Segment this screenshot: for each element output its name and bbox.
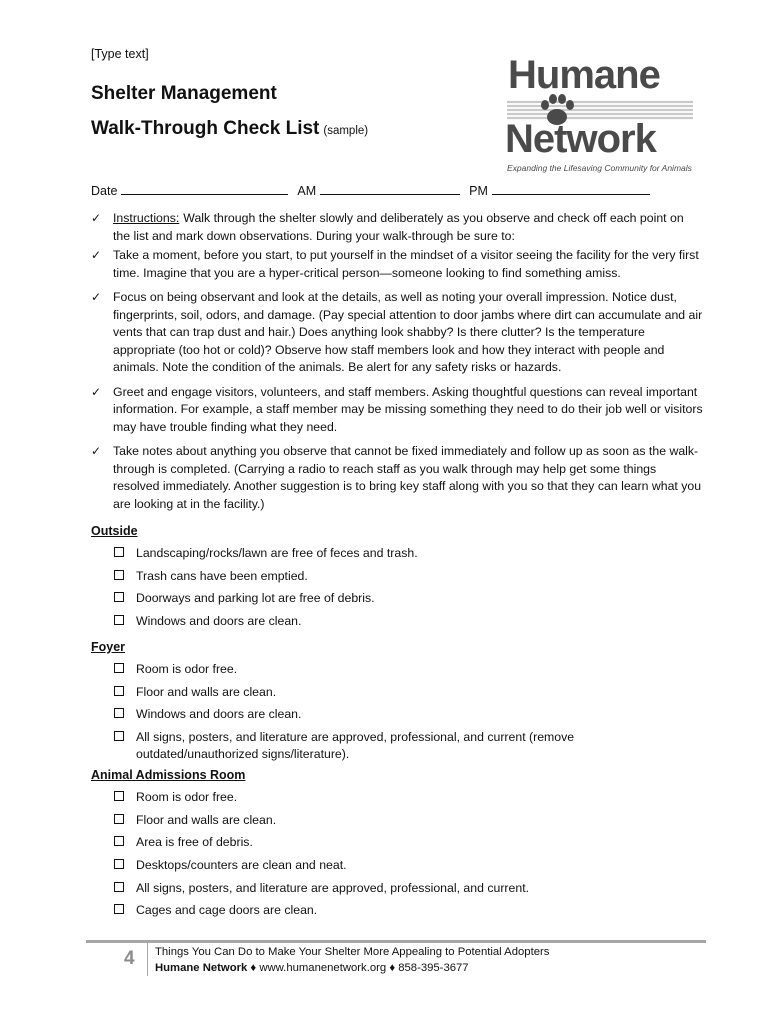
page-title: Shelter Management (91, 83, 277, 104)
instruction-item (91, 210, 703, 245)
checklist-item (114, 812, 674, 829)
footer-org-name: Humane Network (155, 962, 248, 974)
checklist-item (114, 661, 674, 678)
instruction-item (91, 289, 703, 377)
checkbox[interactable] (114, 708, 124, 718)
footer-separator: ♦ (389, 962, 396, 974)
logo-stripes (507, 102, 693, 118)
instruction-item (91, 443, 703, 513)
checklist-item-text: Area is free of debris. (136, 835, 253, 850)
date-field[interactable] (121, 182, 288, 195)
footer-website-link[interactable]: www.humanenetwork.org (259, 962, 387, 974)
checklist-item (114, 902, 674, 919)
checklist-item-text: Windows and doors are clean. (136, 707, 302, 722)
checklist-item-text: Doorways and parking lot are free of debris. (136, 591, 375, 606)
checklist-item-text: Cages and cage doors are clean. (136, 903, 318, 918)
checkbox[interactable] (114, 904, 124, 914)
checklist-item (114, 789, 674, 806)
date-label: Date (91, 184, 118, 198)
checklist-item-text: Trash cans have been emptied. (136, 568, 308, 583)
am-label: AM (297, 184, 317, 198)
checkbox[interactable] (114, 836, 124, 846)
logo-tagline: Expanding the Lifesaving Community for Animals (507, 163, 692, 173)
footer-separator: ♦ (250, 962, 257, 974)
checklist-item (114, 834, 674, 851)
instruction-text: Take a moment, before you start, to put yourself in the mindset of a visitor seeing the facility for the very first time. Imagine that you are a hyper-critical person—someone looking to find something amiss. (113, 248, 699, 280)
checkbox[interactable] (114, 686, 124, 696)
checkbox[interactable] (114, 882, 124, 892)
checkbox[interactable] (114, 547, 124, 557)
instruction-text: Take notes about anything you observe that cannot be fixed immediately and follow up as soon as the walk-through is completed. (Carrying a radio to reach staff as you walk through may help get some things resolved immediately. Another suggestion is to bring key staff along with you so that they can learn what you are looking at in the facility.) (113, 444, 702, 511)
instruction-item (91, 247, 703, 282)
checklist-item-text: All signs, posters, and literature are approved, professional, and current. (136, 880, 530, 895)
humane-network-logo (505, 55, 695, 177)
instructions-list (91, 210, 703, 520)
footer-divider (86, 940, 706, 943)
checkmark-icon: ✓ (91, 290, 102, 304)
checklist-item (114, 880, 674, 897)
page-number: 4 (124, 948, 135, 969)
animal-admissions-checklist (114, 789, 674, 925)
logo-word-network: Network (505, 117, 656, 161)
outside-checklist (114, 545, 674, 636)
checklist-item (114, 706, 674, 723)
instructions-lead: Instructions: (113, 211, 180, 225)
logo-word-humane: Humane (508, 53, 660, 97)
checkbox[interactable] (114, 663, 124, 673)
checkmark-icon: ✓ (91, 384, 102, 399)
checkbox[interactable] (114, 615, 124, 625)
am-field[interactable] (320, 182, 460, 195)
checkbox[interactable] (114, 570, 124, 580)
checklist-item-text: Windows and doors are clean. (136, 614, 302, 629)
subtitle-text: Walk-Through Check List (91, 118, 320, 139)
checklist-item (114, 729, 674, 763)
checklist-item-text: Room is odor free. (136, 662, 238, 676)
section-heading-animal-admissions: Animal Admissions Room (91, 768, 246, 782)
foyer-checklist (114, 661, 674, 769)
header-placeholder: [Type text] (91, 47, 149, 61)
pm-field[interactable] (492, 182, 650, 195)
instruction-text: Walk through the shelter slowly and deliberately as you observe and check off each point on the list and mark down observations. During your walk-through be sure to: (113, 211, 684, 243)
checklist-item-text: Desktops/counters are clean and neat. (136, 858, 347, 873)
sample-label: (sample) (323, 125, 369, 137)
instruction-text: Greet and engage visitors, volunteers, and staff members. Asking thoughtful questions can reveal important information. For example, a staff member may be missing something they need to do their job well or visitors may have trouble finding what they need. (113, 384, 703, 434)
checklist-item (114, 857, 674, 874)
checklist-item (114, 613, 674, 630)
checklist-item-text: Floor and walls are clean. (136, 684, 277, 699)
checklist-item (114, 590, 674, 607)
date-line (91, 182, 659, 198)
pm-label: PM (469, 184, 488, 198)
checkmark-icon: ✓ (91, 444, 102, 458)
instruction-text: Focus on being observant and look at the details, as well as noting your overall impression. Notice dust, fingerprints, soil, odors, and damage. (Pay special attention to door jambs where dirt can accumulate and air vents that can trap dust and hair.) Does anything look shabby? Is there clutter? Is the temperature appropriate (too hot or cold)? Observe how staff members look and how they interact with people and animals. Note the condition of the animals. Be alert for any safety risks or hazards. (113, 290, 703, 374)
checkbox[interactable] (114, 592, 124, 602)
footer-vertical-divider (147, 942, 148, 976)
instruction-item (91, 384, 703, 437)
checkmark-icon: ✓ (91, 248, 102, 262)
checklist-item-text: Landscaping/rocks/lawn are free of feces and trash. (136, 546, 418, 560)
checkbox[interactable] (114, 859, 124, 869)
checklist-item-text: Room is odor free. (136, 790, 238, 804)
page-subtitle (91, 118, 368, 140)
checklist-item (114, 684, 674, 701)
footer-contact (155, 962, 469, 974)
checklist-item-text: All signs, posters, and literature are approved, professional, and current (remove outdated/unauthorized signs/literature). (136, 730, 575, 762)
checkbox[interactable] (114, 791, 124, 801)
checkbox[interactable] (114, 814, 124, 824)
checklist-item-text: Floor and walls are clean. (136, 812, 277, 827)
footer-phone: 858-395-3677 (398, 962, 469, 974)
footer-title: Things You Can Do to Make Your Shelter More Appealing to Potential Adopters (155, 946, 550, 958)
checkmark-icon: ✓ (91, 211, 102, 225)
section-heading-outside: Outside (91, 524, 138, 538)
checkbox[interactable] (114, 731, 124, 741)
section-heading-foyer: Foyer (91, 640, 126, 654)
checklist-item (114, 545, 674, 562)
checklist-item (114, 568, 674, 585)
